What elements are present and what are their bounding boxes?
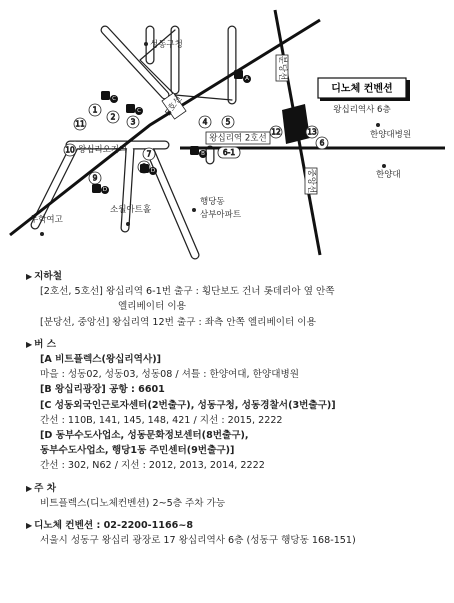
label-hanyang-univ: 한양대 [376, 170, 401, 180]
svg-text:3: 3 [130, 117, 136, 127]
svg-text:1: 1 [92, 105, 98, 115]
svg-text:D: D [102, 187, 108, 193]
svg-text:A: A [245, 76, 249, 82]
exit-4 [199, 116, 211, 128]
svg-text:11: 11 [75, 119, 85, 129]
label-sowol-hall: 소월아트홀 [110, 205, 152, 215]
directions-panel [26, 266, 446, 548]
label-wangsimni-junction: 왕십리오거리 [78, 145, 128, 155]
svg-text:13: 13 [307, 127, 317, 137]
label-sambu-apt: 삼부아파트 [200, 210, 242, 220]
triangle-icon: ▶ [26, 521, 33, 531]
bus-d-title-1: [D 동부수도사업소, 성동문화정보센터(8번출구), [40, 430, 249, 442]
bus-d-title-2: 동부수도사업소, 행당1동 주민센터(9번출구)] [40, 445, 235, 457]
venue-callout [318, 78, 410, 115]
venue-subtitle: 왕십리역사 6층 [333, 105, 391, 115]
svg-text:B: B [201, 151, 205, 157]
bus-a-detail: 마을 : 성동02, 성동03, 성동08 / 셔틀 : 한양여대, 한양대병원 [40, 369, 299, 381]
exit-3 [127, 116, 139, 128]
exit-10 [64, 144, 76, 156]
bus-stop-a-icon [234, 70, 251, 83]
label-hanyang-hospital: 한양대병원 [370, 130, 412, 140]
svg-text:2: 2 [110, 112, 116, 122]
exit-6 [316, 137, 328, 149]
venue-title: 디노체 컨벤션 [331, 83, 393, 95]
triangle-icon: ▶ [26, 272, 33, 281]
exit-2 [107, 111, 119, 123]
triangle-icon: ▶ [26, 339, 33, 349]
bus-a-title: [A 비트플렉스(왕십리역사)] [40, 354, 161, 366]
svg-text:10: 10 [65, 145, 75, 155]
svg-text:C: C [137, 108, 141, 114]
jungang-tag [305, 168, 317, 194]
bus-section-title: ▶ 버 스 [26, 338, 57, 350]
label-haengdang: 행당동 [200, 197, 225, 207]
svg-text:D: D [150, 168, 156, 174]
svg-text:12: 12 [271, 127, 281, 137]
exit-5 [222, 116, 234, 128]
bus-c-title: [C 성동외국인근로자센터(2번출구), 성동구청, 성동경찰서(3번출구)] [40, 399, 336, 411]
svg-text:7: 7 [146, 149, 152, 159]
svg-text:6-1: 6-1 [222, 148, 236, 157]
exit-9 [89, 172, 101, 184]
subway-row-3: [분당선, 중앙선] 왕십리역 12번 출구 : 좌측 안쪽 엘리베이터 이용 [40, 316, 316, 328]
station-line2-label: 왕십리역 2호선 [209, 133, 267, 144]
exit-6-1 [218, 147, 240, 158]
subway-row-2: 엘리베이터 이용 [118, 301, 186, 313]
exit-13 [306, 126, 318, 138]
bus-b-title: [B 왕십리광장] 공항 : 6601 [40, 384, 165, 396]
contact-section-title: ▶ 디노체 컨벤션 : 02-2200-1166~8 [26, 520, 194, 532]
parking-section-title: ▶ 주 차 [26, 482, 57, 494]
bus-stop-c-icon-2 [126, 104, 143, 115]
contact-address: 서울시 성동구 왕십리 광장로 17 왕십리역사 6층 (성동구 행당동 168-151) [40, 535, 356, 547]
exit-1 [89, 104, 101, 116]
bus-c-detail: 간선 : 110B, 141, 145, 148, 421 / 지선 : 2015, 2222 [40, 414, 283, 426]
station-line2-tag [206, 132, 270, 144]
bundang-tag [276, 55, 288, 81]
exit-12 [270, 126, 282, 138]
triangle-icon: ▶ [26, 483, 33, 493]
svg-text:9: 9 [92, 173, 98, 183]
exit-7 [143, 148, 155, 160]
svg-text:6: 6 [319, 138, 325, 148]
subway-row-1: [2호선, 5호선] 왕십리역 6-1번 출구 : 횡단보도 건너 롯데리아 옆 안쪽 [40, 286, 335, 298]
bus-stop-c-icon-1 [101, 91, 118, 103]
station-building [282, 104, 310, 144]
svg-text:5: 5 [225, 117, 231, 127]
line5-label: 5호선 [163, 94, 185, 118]
bus-d-detail: 간선 : 302, N62 / 지선 : 2012, 2013, 2014, 2222 [40, 460, 265, 472]
subway-section-title: ▶ 지하철 [26, 271, 62, 282]
location-map [0, 0, 454, 265]
parking-row: 비트플렉스(디노체컨벤션) 2~5층 주차 가능 [40, 497, 226, 509]
exit-11 [74, 118, 86, 130]
svg-text:4: 4 [202, 117, 208, 127]
bus-stop-d-icon-2 [92, 184, 109, 194]
label-muhak-school: 무학여고 [30, 215, 63, 225]
jungang-label: 중앙선 [306, 168, 316, 194]
bundang-label: 분당선 [277, 55, 287, 81]
svg-text:C: C [112, 96, 116, 102]
label-seongdong-office: 성동구청 [150, 40, 183, 50]
road-network [35, 30, 232, 255]
